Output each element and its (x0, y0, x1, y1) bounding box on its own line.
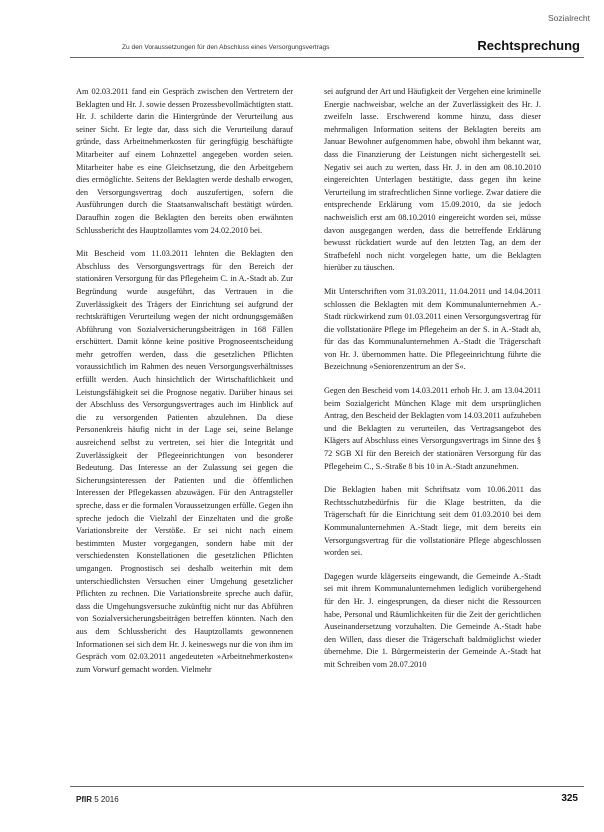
page-number: 325 (561, 793, 578, 804)
paragraph: Die Beklagten haben mit Schriftsatz vom 10.06.2011 das Rechtsschutzbedürfnis für die Klage bestritten, da die Trägerschaft für die Einrichtung seit dem 01.03.2010 bei dem Kommunalunternehmen A.-Stadt liege, mit dem bereits ein Versorgungsvertrag für die vollstationäre Pflege abgeschlossen worden sei. (324, 485, 541, 558)
section-label: Sozialrecht (547, 13, 590, 23)
paragraph: Dagegen wurde klägerseits eingewandt, die Gemeinde A.-Stadt sei mit ihrem Kommunalunternehmen lediglich vorübergehend für den Hr. J. eingesprungen, da dieser nicht die Ressourcen habe, Personal und Räumlichkeiten für die Zeit der gerichtlichen Auseinandersetzung vorzuhalten. Die Gemeinde A.-Stadt habe den Willen, dass dieser die Trägerschaft baldmöglichst wieder übernehme. Die 1. Bürgermeisterin der Gemeinde A.-Stadt hat mit Schreiben vom 28.07.2010 (324, 571, 541, 669)
rubric-title: Rechtsprechung (477, 38, 580, 53)
paragraph: Am 02.03.2011 fand ein Gespräch zwischen den Vertretern der Beklagten und Hr. J. sowie dessen Prozessbevollmächtigten statt. Hr. J. schilderte darin die Hintergründe der Verurteilung aus seiner Sicht. Er legte dar, dass sich die Verurteilung darauf gründe, dass Arbeitnehmerkosten für geringfügig beschäftigte Mitarbeiter auf einem Lohnzettel angegeben worden seien. Mitarbeiter habe es eine Gleichsetzung, die den Arbeitgebern dies ermöglichte. Seitens der Beklagten werde deshalb erwogen, den Versorgungsvertrag doch auszufertigen, sofern die Ausführungen durch die Staatsanwaltschaft bestätigt würden. Daraufhin zogen die Beklagten den bereits oben erwähnten Schlussbericht des Hauptzollamtes vom 24.02.2010 bei. (76, 87, 293, 235)
footer-citation (76, 795, 119, 804)
article-subtitle: Zu den Voraussetzungen für den Abschluss eines Versorgungsvertrags (122, 44, 330, 51)
issue-number: 5 2016 (94, 795, 119, 804)
paragraph: Gegen den Bescheid vom 14.03.2011 erhob Hr. J. am 13.04.2011 beim Sozialgericht München Klage mit dem ursprünglichen Antrag, den Bescheid der Beklagten vom 14.03.2011 aufzuheben und die Beklagten zu verurteilen, das Vertragsangebot des Klägers auf Abschluss eines Versorgungsvertrags im Sinne des § 72 SGB XI für den Bereich der stationären Versorgung für das Pflegeheim C., S.-Straße 8 bis 10 in A.-Stadt anzunehmen. (324, 386, 541, 471)
right-column (324, 86, 541, 683)
journal-name: PflR (76, 795, 92, 804)
header-divider (70, 57, 584, 58)
left-column (76, 86, 293, 687)
paragraph: Mit Bescheid vom 11.03.2011 lehnten die Beklagten den Abschluss des Versorgungsvertrags für den Bereich der stationären Versorgung für das Pflegeheim C. in A.-Stadt ab. Zur Begründung wurde ausgeführt, das Vertrauen in die Zuverlässigkeit des Trägers der Einrichtung sei aufgrund der rechtskräftigen Verurteilung wegen der nicht ordnungsgemäßen Abführung von Sozialversicherungsbeiträgen in 168 Fällen erschüttert. Damit könne keine positive Prognoseentscheidung mehr getroffen werden, dass die gesetzlichen Pflichten voraussichtlich im Rahmen des neuen Versorgungsverhältnisses erfüllt werden. Auch hinsichtlich der Wirtschaftlichkeit und Leistungsfähigkeit sei die Prognose negativ. Darüber hinaus sei der Abschluss des Versorgungsvertrages auch im Hinblick auf die zu versorgenden Patienten abzulehnen. Da diese Personenkreis häufig nicht in der Lage sei, seine Belange ausreichend selbst zu vertreten, sei hier die Integrität und Zuverlässigkeit der Pflegeeinrichtungen von besonderer Bedeutung. Das Interesse an der Zulassung sei gegen die Sicherungsinteressen der Patienten und die öffentlichen Interessen der Pflegekassen abzuwägen. Für den Antragsteller spreche, dass er die formalen Voraussetzungen erfülle. Gegen ihn spreche jedoch die Vielzahl der Einzeltaten und die große Variationsbreite der Verstöße. Er sei nicht nach einem bestimmten Muster vorgegangen, sondern habe mit der verschiedensten Konstellationen die gesetzlichen Pflichten umgangen. Prognostisch sei deshalb weiterhin mit dem unterschiedlichsten Versuchen einer Umgehung gesetzlicher Pflichten zu rechnen. Die Variationsbreite spreche auch dafür, dass die Umgehungsversuche zukünftig nicht nur das Abführen von Sozialversicherungsbeiträgen betreffen könnten. Nach den aus dem Schlussbericht des Hauptzollamts gewonnenen Informationen sei sich dem Hr. J. keineswegs nur die von ihm im Gespräch vom 02.03.2011 angedeuteten »Arbeitnehmerkosten« zum Vorwurf gemacht worden. Vielmehr (76, 249, 293, 674)
paragraph: Mit Unterschriften vom 31.03.2011, 11.04.2011 und 14.04.2011 schlossen die Beklagten mit dem Kommunalunternehmen A.-Stadt rückwirkend zum 01.03.2011 einen Versorgungsvertrag für die vollstationäre Pflege im Pflegeheim an der S. in A.-Stadt ab, für das das Kommunalunternehmen A.-Stadt die Trägerschaft von Hr. J. übernommen hatte. Die Pflegeeinrichtung führte die Bezeichnung »Seniorenzentrum an der S«. (324, 286, 541, 372)
paragraph: sei aufgrund der Art und Häufigkeit der Vergehen eine kriminelle Energie nachweisbar, welche an der Zuverlässigkeit des Hr. J. zweifeln lasse. Erschwerend komme hinzu, dass dieser mehrmaligen Information seitens der Beklagten bereits am Januar Bewohner aufgenommen habe, obwohl ihm bekannt war, dass die Finanzierung der Leistungen nicht sichergestellt sei. Negativ sei auch zu werten, dass Hr. J. in den am 08.10.2010 eingereichten Unterlagen bestätigte, dass gegen ihn keine Verurteilung im strafrechtlichen Sinne vorliege. Zwar datiere die entsprechende Erklärung vom 15.09.2010, da sie jedoch nachweislich erst am 08.10.2010 eingereicht worden sei, müsse davon ausgegangen werden, dass die betreffende Erklärung bewusst rückdatiert wurde auf den letzten Tag, an dem der Strafbefehl noch nicht vorgelegen hatte, um die Beklagten hierüber zu täuschen. (324, 87, 541, 273)
footer-divider (70, 786, 584, 787)
